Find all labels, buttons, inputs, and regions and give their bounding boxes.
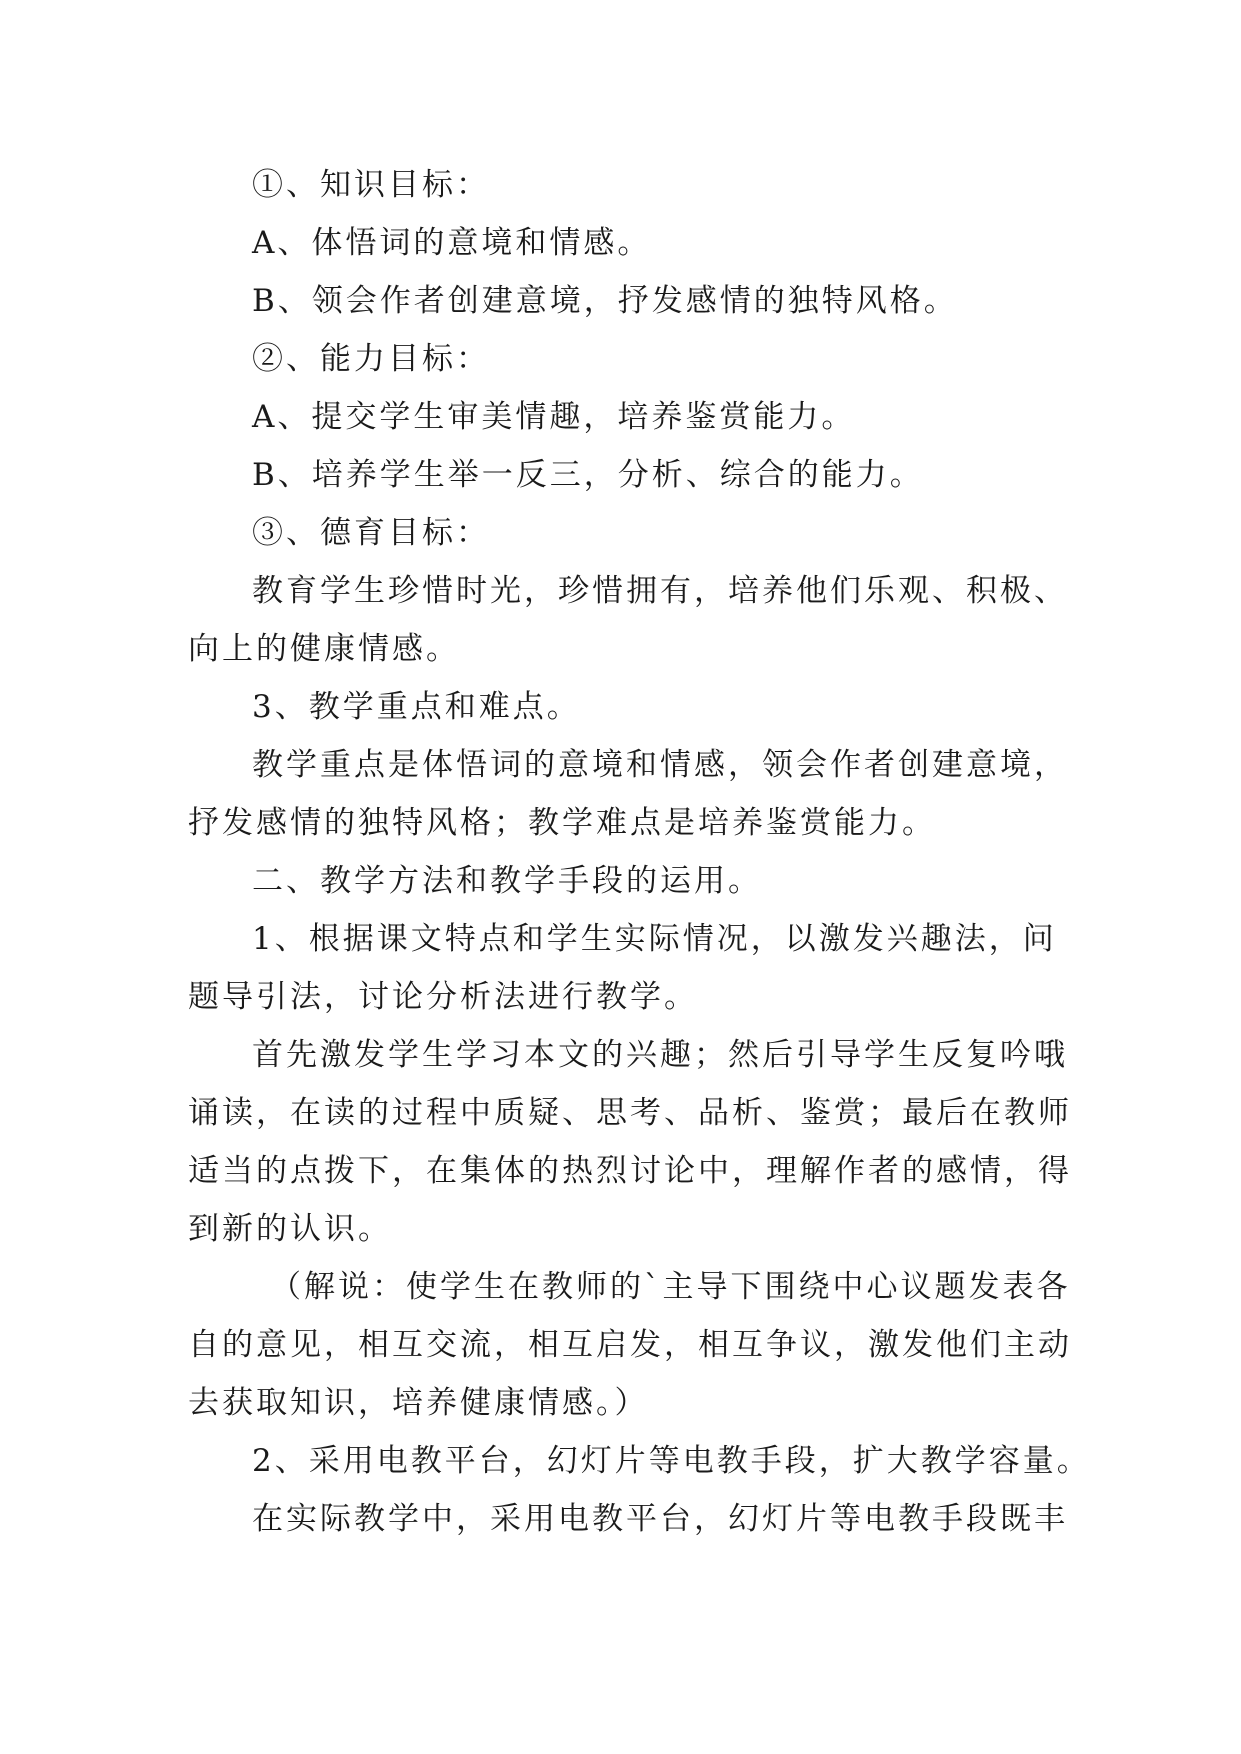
heading-moral-goal: ③、德育目标： [252, 515, 490, 551]
list-item: B、领会作者创建意境，抒发感情的独特风格。 [252, 283, 958, 319]
commentary-line: 去获取知识，培养健康情感。） [188, 1385, 649, 1421]
paragraph-line: 教育学生珍惜时光，珍惜拥有，培养他们乐观、积极、 [252, 573, 1068, 609]
paragraph-line: 抒发感情的独特风格；教学难点是培养鉴赏能力。 [188, 805, 936, 841]
paragraph-line: 1、根据课文特点和学生实际情况，以激发兴趣法，问 [252, 921, 1057, 957]
paragraph-line: 教学重点是体悟词的意境和情感，领会作者创建意境， [252, 747, 1068, 783]
paragraph-line: 首先激发学生学习本文的兴趣；然后引导学生反复吟哦 [252, 1037, 1068, 1073]
section-heading-methods: 二、教学方法和教学手段的运用。 [252, 863, 762, 899]
paragraph-line: 题导引法，讨论分析法进行教学。 [188, 979, 698, 1015]
heading-ability-goal: ②、能力目标： [252, 341, 490, 377]
list-item: B、培养学生举一反三，分析、综合的能力。 [252, 457, 924, 493]
list-item: A、提交学生审美情趣，培养鉴赏能力。 [252, 399, 856, 435]
heading-key-points: 3、教学重点和难点。 [252, 689, 581, 725]
paragraph-line: 2、采用电教平台，幻灯片等电教手段，扩大教学容量。 [252, 1443, 1091, 1479]
paragraph-line: 向上的健康情感。 [188, 631, 460, 667]
paragraph-line: 到新的认识。 [188, 1211, 392, 1247]
paragraph-line: 诵读，在读的过程中质疑、思考、品析、鉴赏；最后在教师 [188, 1095, 1072, 1131]
paragraph-line: 适当的点拨下，在集体的热烈讨论中，理解作者的感情，得 [188, 1153, 1072, 1189]
commentary-line: （解说：使学生在教师的`主导下围绕中心议题发表各 [270, 1269, 1071, 1305]
heading-knowledge-goal: ①、知识目标： [252, 167, 490, 203]
commentary-line: 自的意见，相互交流，相互启发，相互争议，激发他们主动 [188, 1327, 1072, 1363]
paragraph-line: 在实际教学中，采用电教平台，幻灯片等电教手段既丰 [252, 1501, 1068, 1537]
list-item: A、体悟词的意境和情感。 [252, 225, 652, 261]
